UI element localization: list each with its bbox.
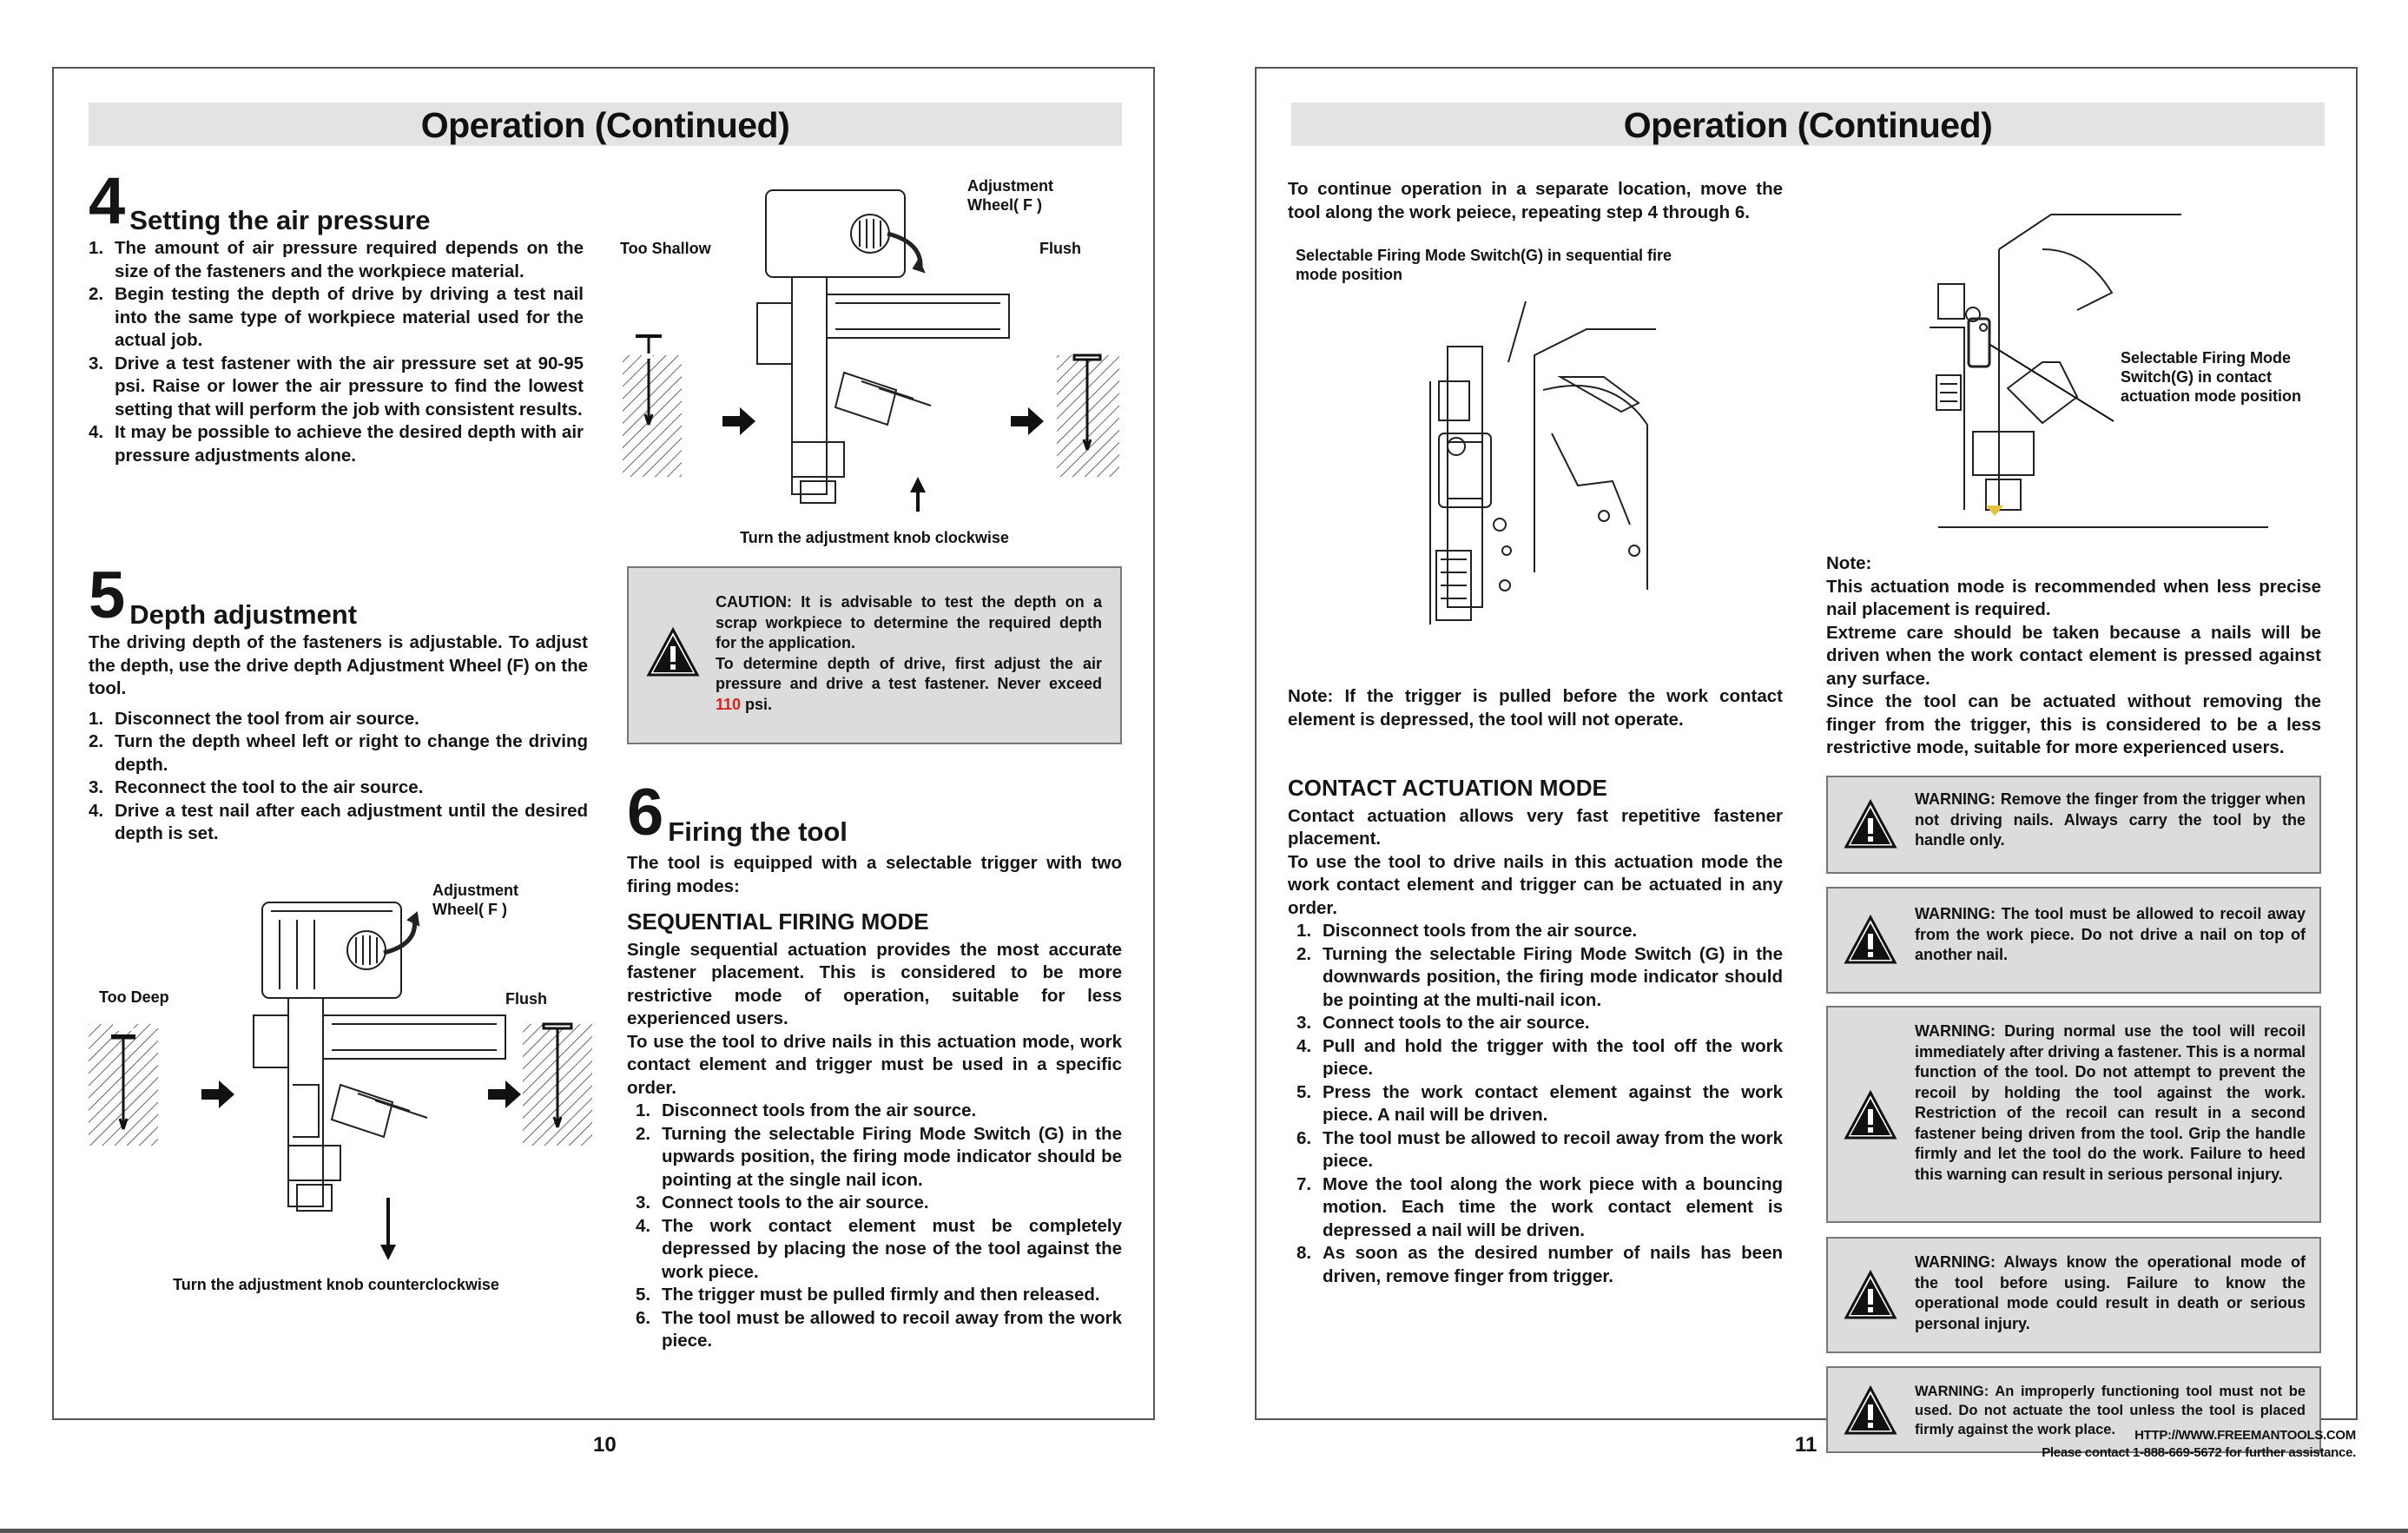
list-item: 4. The work contact element must be completely depressed by placing the nose of the tool against the work piece. [636,1215,1122,1282]
list-item: 2. Turn the depth wheel left or right to change the driving depth. [89,731,588,775]
paragraph: Extreme care should be taken because a nails will be driven when the work contact element is pressed against any surface. [1826,622,2321,689]
warning-text: WARNING: An improperly functioning tool must not be used. Do not actuate the tool unless the tool is placed firmly against the work place. [1915,1384,2306,1437]
section-title: Setting the air pressure [129,204,431,235]
adjustment-wheel-label: Adjustment Wheel( F ) [432,882,518,918]
figure-caption: Turn the adjustment knob counterclockwise [173,1276,499,1293]
note-block [1826,552,2321,760]
section-6 [627,776,1122,1353]
list-item: 6. The tool must be allowed to recoil away from the work piece. [636,1307,1122,1351]
warning-icon [1844,1090,1897,1140]
switch-contact-label: Selectable Firing Mode Switch(G) in contact actuation mode position [2121,349,2302,405]
section-title: Depth adjustment [129,598,358,630]
list-item: 1. Disconnect tools from the air source. [1296,921,1638,941]
list-item: 2. Begin testing the depth of drive by driving a test nail into the same type of workpiece material used for the actual job. [89,284,584,350]
paragraph: Since the tool can be actuated without removing the finger from the trigger, this is considered to be a less restrictive mode, suitable for more experienced users. [1826,691,2321,757]
paragraph: The driving depth of the fasteners is adjustable. To adjust the depth, use the drive depth Adjustment Wheel (F) on the tool. [89,632,588,698]
flush-label: Flush [505,990,547,1008]
warning-box [1826,1237,2321,1353]
warning-text: WARNING: During normal use the tool will recoil immediately after driving a fastener. This is a normal function of the tool. Do not attempt to prevent the recoil by holding the tool against the work. Restriction of the recoil can result in a second fastener being driven from the tool. Grip the handle firmly and let the tool do the work. Failure to heed this warning can result in serious personal injury. [1915,1022,2306,1183]
list-item: 4. Drive a test nail after each adjustment until the desired depth is set. [89,800,588,843]
step-list [89,237,584,467]
scan-edge [0,1529,2408,1533]
warning-text: WARNING: The tool must be allowed to recoil away from the work piece. Do not drive a nail on top of another nail. [1915,905,2306,963]
list-item: 5. Press the work contact element against the work piece. A nail will be driven. [1296,1081,1783,1125]
section-5 [89,558,588,846]
contact-actuation-section [1288,776,1783,1288]
warning-text: WARNING: Remove the finger from the trigger when not driving nails. Always carry the tool by the handle only. [1915,790,2306,849]
list-item: 8. As soon as the desired number of nails has been driven, remove finger from trigger. [1296,1243,1783,1286]
warning-icon [1844,1270,1897,1320]
warning-icon [646,627,700,677]
section-number: 6 [627,776,662,849]
section-number: 4 [89,164,123,238]
step-list [1288,920,1783,1288]
list-item: 1. Disconnect the tool from air source. [89,708,419,729]
adjustment-wheel-label: Adjustment Wheel( F ) [967,177,1053,214]
support-phone-text: Please contact 1-888-669-5672 for further assistance. [2042,1445,2356,1460]
manual-page-left [52,67,1155,1420]
list-item: 5. The trigger must be pulled firmly and then released. [636,1285,1100,1305]
footer-contact [2042,1427,2356,1462]
paragraph: To continue operation in a separate location, move the tool along the work peiece, repeating step 4 through 6. [1288,179,1783,222]
nail-gun-illustration [618,182,1139,529]
warning-icon [1844,799,1897,849]
caution-text: CAUTION: It is advisable to test the depth on a scrap workpiece to determine the required depth for the application. [716,593,1102,651]
list-item: 6. The tool must be allowed to recoil away from the work piece. [1296,1127,1783,1171]
arrow-right-icon [722,407,755,435]
paragraph: Single sequential actuation provides the most accurate fastener placement. This is considered to be more restrictive mode of operation, suitable for less experienced users. [627,939,1122,1028]
too-shallow-label: Too Shallow [620,240,711,257]
subsection-heading: SEQUENTIAL FIRING MODE [627,909,929,935]
list-item: 2. Turning the selectable Firing Mode Switch (G) in the upwards position, the firing mode indicator should be pointing at the single nail icon. [636,1123,1122,1190]
website-link[interactable]: HTTP://WWW.FREEMANTOOLS.COM [2134,1428,2356,1443]
caution-box: CAUTION: It is advisable to test the depth on a scrap workpiece to determine the required depth for the application. To determine depth of drive, first adjust the air pressure and drive a test fastener. Never exceed 110 psi. [627,566,1122,744]
list-item: 3. Connect tools to the air source. [636,1193,929,1213]
figure-caption: Turn the adjustment knob clockwise [740,529,1009,546]
section-title: Firing the tool [668,816,848,847]
page-number: 11 [1795,1433,1818,1457]
max-psi-value: 110 [716,695,742,713]
paragraph: To use the tool to drive nails in this actuation mode the work contact element and trigger can be actuated in any order. [1288,851,1783,918]
step-list [627,1100,1122,1353]
nail-gun-illustration [80,885,601,1267]
paragraph: The tool is equipped with a selectable trigger with two firing modes: [627,853,1122,896]
warning-text: WARNING: Always know the operational mode of the tool before using. Failure to know the operational mode could result in death or serious personal injury. [1915,1253,2306,1332]
paragraph: This actuation mode is recommended when less precise nail placement is required. [1826,576,2321,619]
list-item: 4. It may be possible to achieve the desired depth with air pressure adjustments alone. [89,422,584,466]
page-title: Operation (Continued) [1291,102,2325,146]
section-number: 5 [89,558,123,632]
list-item: 2. Turning the selectable Firing Mode Switch (G) in the downwards position, the firing mode indicator should be pointing at the multi-nail icon. [1296,943,1783,1010]
switch-sequential-label: Selectable Firing Mode Switch(G) in sequential fire mode position [1296,247,1672,283]
paragraph: To use the tool to drive nails in this actuation mode, work contact element and trigger must be used in a specific order. [627,1031,1122,1098]
section-4 [89,164,584,467]
list-item: 4. Pull and hold the trigger with the tool off the work piece. [1296,1035,1783,1079]
warning-icon [1844,1385,1897,1436]
too-deep-label: Too Deep [99,988,169,1006]
list-item: 1. The amount of air pressure required depends on the size of the fasteners and the workpiece material. [89,238,584,281]
flush-label: Flush [1039,240,1081,257]
list-item: 1. Disconnect tools from the air source. [636,1100,977,1120]
list-item: 7. Move the tool along the work piece with a bouncing motion. Each time the work contact element is depressed a nail will be driven. [1296,1173,1783,1240]
list-item: 3. Drive a test fastener with the air pressure set at 90-95 psi. Raise or lower the air pressure to find the lowest setting that will perform the job with consistent results. [89,353,584,420]
subsection-heading: CONTACT ACTUATION MODE [1288,775,1607,801]
page-title: Operation (Continued) [89,102,1122,146]
firing-mode-switch-illustration [1395,294,1682,651]
warning-box [1826,776,2321,874]
page-number: 10 [593,1433,617,1457]
list-item: 3. Connect tools to the air source. [1296,1013,1590,1033]
arrow-right-icon [201,1080,234,1108]
warning-box [1826,887,2321,994]
note-heading: Note: [1826,553,1872,573]
caution-text: To determine depth of drive, first adjust the air pressure and drive a test fastener. Never exceed [716,654,1102,692]
warning-box [1826,1006,2321,1223]
list-item: 3. Reconnect the tool to the air source. [89,777,424,797]
paragraph: Contact actuation allows very fast repetitive fastener placement. [1288,805,1783,849]
step-list [89,708,588,846]
warning-icon [1844,915,1897,965]
note-text: Note: If the trigger is pulled before the work contact element is depressed, the tool will not operate. [1288,686,1783,730]
